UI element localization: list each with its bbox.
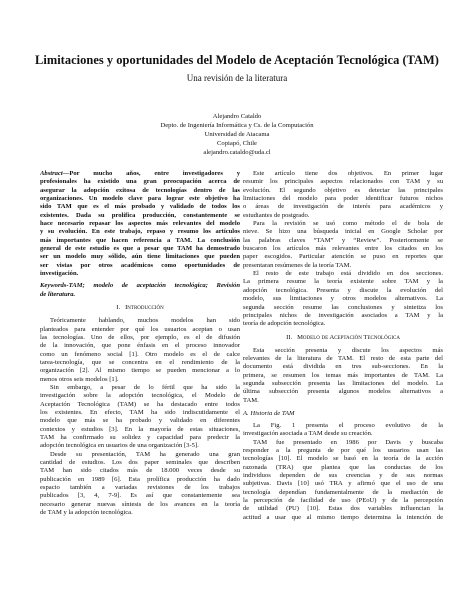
body-line: investigación asociada a TAM desde su creación. — [243, 430, 373, 438]
abstract-line: existentes. Dada su prolífica producción, constantemente se — [40, 211, 240, 219]
abstract-line: investigación. — [40, 270, 79, 278]
keywords-line: Keywords-TAM; modelo de aceptación tecnológica; Revisión — [40, 282, 240, 290]
affiliation-line: Universidad de Atacama — [204, 131, 270, 138]
body-line: documento está dividida en tres sub-secciones. En la — [243, 363, 443, 371]
body-line: Esta sección presenta y discute los aspectos más — [253, 346, 443, 354]
body-line: resumir los principales aspectos relacionados con TAM y su — [243, 178, 443, 186]
body-line: paper escogidos. Particular atención se puso en reportes que — [243, 253, 443, 261]
body-line: subjetivas. Davis [10] usó TRA y afirmó que el uso de una — [243, 480, 443, 488]
keywords-line: de literatura. — [40, 290, 76, 298]
section-number: I. — [116, 304, 121, 312]
affiliation-line: Copiapó, Chile — [217, 140, 257, 147]
body-line: tecnología dependían fundamentalmente de la mediación de — [243, 488, 443, 496]
body-line: La primera resume la teoría existente sobre TAM y la — [243, 278, 443, 286]
author-block — [40, 112, 434, 157]
history-paragraphs — [243, 422, 443, 522]
section-title: Introducción — [125, 304, 164, 312]
body-line: segunda sección resume las conclusiones y sintetiza los — [243, 303, 443, 311]
abstract-line: sido TAM que es el más probado y validado de todos los — [40, 203, 240, 211]
body-line: de utilidad (PU) [10]. Estas dos variables influencian la — [243, 505, 443, 513]
author-email: alejandro.cataldo@uda.cl — [203, 149, 271, 156]
body-line: Para la revisión se usó como método el de bola de — [253, 220, 443, 228]
body-line: responder a la pregunta de por qué los usuarios usan las — [243, 446, 443, 454]
section-title: Modelo de Aceptación Tecnológica — [297, 333, 400, 341]
left-column — [40, 170, 240, 517]
body-line: actitud a usar que al mismo tiempo determina la intención de — [243, 513, 443, 521]
keywords — [40, 282, 240, 299]
section-heading-tam — [243, 333, 443, 343]
body-line: TAM han sido citados más de 18.000 veces desde su — [40, 467, 240, 475]
body-line: necesario generar nuevas síntesis de los avances en la teoría — [40, 500, 240, 508]
body-line: cantidad de estudios. Los dos paper seminales que describen — [40, 459, 240, 466]
body-line: buscaron los artículos más relevantes entre los citados en los — [243, 245, 443, 253]
body-line: adopción tecnológica en usuarios de una organización [3-5]. — [40, 442, 199, 450]
body-line: La Fig. 1 presenta el proceso evolutivo de la — [253, 421, 443, 429]
body-line: o áreas de investigación de interés para académicos y — [243, 203, 443, 211]
abstract-line: profesionales ha existido una gran preocupación acerca de — [40, 178, 240, 186]
body-line: planteados para entender por qué los usuarios aceptan o usan — [40, 325, 240, 333]
abstract-line: general de este estudio es que a pesar que TAM ha demostrado — [40, 245, 240, 253]
section-heading-introduction — [40, 303, 240, 313]
abstract-line-rest: Por mucho años, entre investigadores y — [69, 170, 240, 177]
author-name: Alejandro Cataldo — [212, 113, 262, 120]
body-line: Teóricamente hablando, muchos modelos han sido — [50, 317, 240, 325]
body-line: razonada (TRA) que plantea que las conductas de los — [243, 463, 443, 471]
body-line: El resto de este trabajo está dividido en dos secciones. — [253, 270, 443, 278]
body-line: las palabras claves “TAM” y “Review”. Posteriormente se — [243, 236, 443, 244]
abstract-line-text: Abstract— — [40, 170, 70, 177]
paper-title: Limitaciones y oportunidades del Modelo de Aceptación Tecnológica (TAM) — [35, 53, 439, 67]
body-line: limitaciones del modelo para poder identificar futuros nichos — [243, 195, 443, 203]
affiliation-line: Depto. de Ingeniería Informática y Cs. de la Computación — [160, 122, 314, 129]
body-line: Sin embargo, a pesar de lo fértil que ha sido la — [50, 383, 240, 391]
body-line: adopción tecnológica. Presenta y discute la evolución del — [243, 286, 443, 294]
body-line: estudiantes de postgrado. — [243, 211, 310, 219]
section-number: II. — [286, 333, 293, 341]
body-line: espacio también a variadas revisiones de los trabajos — [40, 484, 240, 492]
body-line: organización [2]. Al mismo tiempo se pueden mencionar a lo — [40, 367, 240, 375]
section-intro-paragraph — [243, 347, 443, 405]
body-line: publicados [3, 4, 7-9]. Es así que constantemente sea — [40, 492, 240, 500]
body-line: como un fenómeno social [1]. Otro modelo es el de calce — [40, 350, 240, 358]
body-line: Este artículo tiene dos objetivos. En primer lugar — [253, 170, 443, 177]
subsection-heading-historia: A. Historia de TAM — [243, 409, 295, 417]
body-line: presentaran resúmenes de la teoría TAM. — [243, 261, 352, 269]
right-column — [243, 170, 443, 522]
abstract-line — [40, 170, 240, 178]
abstract-line: ser un modelo muy sólido, aún tiene limitaciones que pueden — [40, 253, 240, 261]
body-line: menos otros seis modelos [1]. — [40, 375, 119, 383]
abstract-line: organizaciones. Un modelo clave para lograr este objetivo ha — [40, 195, 240, 203]
abstract-line: ser vistas por otros académicos como oportunidades de — [40, 261, 240, 269]
body-line: modelo, sus limitaciones y otros modelos alternativos. La — [243, 295, 443, 303]
abstract-line: más importantes que hacen referencia a TAM. La conclusión — [40, 236, 240, 244]
paper-subtitle: Una revisión de la literatura — [186, 73, 288, 83]
body-line: tecnologías [10]. El modelo se basó en la teoría de la acción — [243, 455, 443, 463]
body-line: última subsección presenta algunos modelos alternativos a — [243, 388, 443, 396]
body-line: individuos dependen de sus creencias y de sus normas — [243, 472, 443, 479]
abstract-line: y su evolución. En este trabajo, repaso y resumo los artículos — [40, 228, 240, 236]
body-line: contextos y estudios [3]. En la mayoría de estas situaciones, — [40, 425, 240, 433]
body-line: segunda subsección presenta las limitaciones del modelo. La — [243, 379, 443, 387]
abstract — [40, 170, 240, 278]
body-line: TAM ha confirmado su solidez y capacidad para predecir la — [40, 433, 240, 441]
body-line: Desde su presentación, TAM ha generado una gran — [50, 450, 240, 458]
body-line: la percepción de facilidad de uso (PEoU) y de la percepción — [243, 497, 443, 505]
body-line: los existentes. En efecto, TAM ha sido indiscutidamente el — [40, 408, 240, 416]
abstract-line: asegurar la adopción exitosa de tecnologías dentro de las — [40, 186, 240, 194]
body-line: de la innovación, que pone énfasis en el proceso innovador — [40, 342, 240, 350]
body-line: TAM. — [243, 396, 259, 404]
body-line: publicación en 1989 [6]. Esta prolífica producción ha dado — [40, 475, 240, 483]
body-line: evolución. El segundo objetivo es detectar las principales — [243, 186, 443, 194]
body-line: nieve. Se hizo una búsqueda inicial en Google Scholar por — [243, 228, 443, 236]
body-line: TAM fue presentado en 1986 por Davis y buscaba — [253, 438, 443, 446]
body-line: las tecnologías. Uno de ellos, por ejemplo, es el de difusión — [40, 333, 240, 341]
body-line: de TAM y la adopción tecnológica. — [40, 509, 133, 517]
body-line: Aceptación Tecnológica (TAM) se ha destacado entre todos — [40, 400, 240, 408]
body-line: relevantes de la literatura de TAM. El resto de esta parte del — [243, 354, 443, 362]
body-line: principales nichos de investigación asociados a TAM y la — [243, 311, 443, 319]
body-line: tarea-tecnología, que se concentra en el rendimiento de la — [40, 358, 240, 366]
objectives-paragraphs — [243, 170, 443, 329]
body-line: teoría de adopción tecnológica. — [243, 320, 326, 328]
introduction-body — [40, 317, 240, 517]
body-line: modelo que más se ha probado y validado en diferentes — [40, 417, 240, 425]
body-line: investigación sobre la adopción tecnológica, el Modelo de — [40, 392, 240, 400]
abstract-line: hace necesario repasar los aspectos más relevantes del modelo — [40, 220, 240, 228]
body-line: primera, se resumen los temas más importantes de TAM. La — [243, 371, 443, 379]
